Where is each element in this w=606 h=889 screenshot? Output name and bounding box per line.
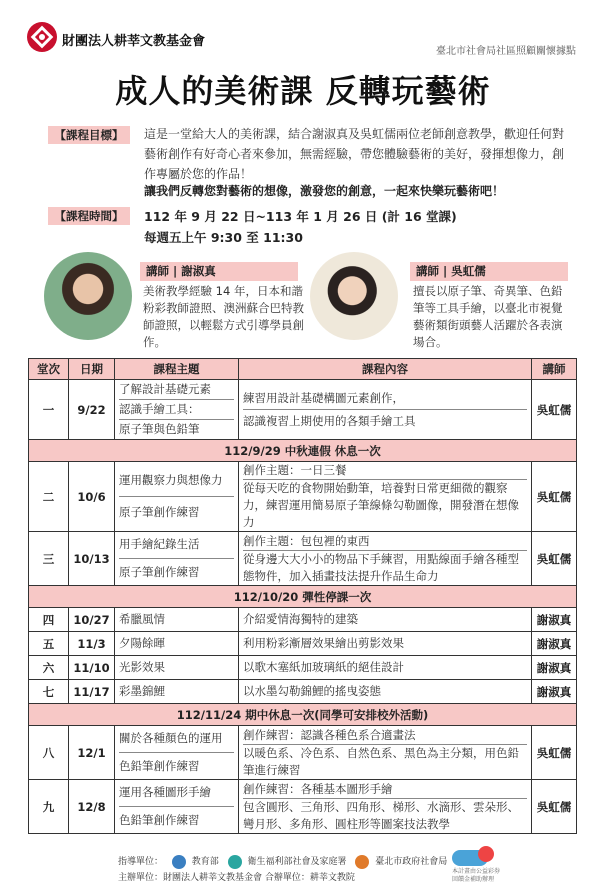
row-topic: 夕陽餘暉 <box>115 632 239 656</box>
topic-line: 原子筆創作練習 <box>119 505 200 519</box>
table-row <box>29 780 577 834</box>
table-break-row <box>29 586 577 608</box>
row-teacher: 謝淑真 <box>532 608 577 632</box>
row-topic <box>115 532 239 586</box>
content-line: 從每天吃的食物開始動筆，培養對日常更細微的觀察力，練習運用簡易原子筆線條勾勒圖像，開發潛在想像力 <box>243 481 519 529</box>
row-no: 七 <box>29 680 69 704</box>
row-no: 一 <box>29 380 69 440</box>
row-date: 11/17 <box>69 680 115 704</box>
content-line: 包含圓形、三角形、四角形、梯形、水滴形、雲朵形、彎月形、多角形、圓柱形等圖案技法教學 <box>243 799 519 831</box>
row-date: 9/22 <box>69 380 115 440</box>
table-row <box>29 632 577 656</box>
ministry-education-logo-icon <box>172 855 186 869</box>
table-row <box>29 608 577 632</box>
agency-name: 衛生福利部社會及家庭署 <box>247 857 347 867</box>
content-line: 從身邊大大小小的物品下手練習，用點線面手繪各種型態物件，加入插畫技法提升作品生命力 <box>243 551 519 583</box>
row-content: 以水墨勾勒錦鯉的搖曳姿態 <box>239 680 532 704</box>
footer-guidance <box>118 854 447 869</box>
content-line: 創作主題：包包裡的東西 <box>243 533 527 551</box>
header-date: 日期 <box>69 359 115 380</box>
time-label: 【課程時間】 <box>48 207 130 225</box>
teacher-photo-2 <box>310 252 398 340</box>
content-line: 以暖色系、冷色系、自然色系、黑色為主分類，用色鉛筆進行練習 <box>243 745 519 777</box>
organization-name: 財團法人耕莘文教基金會 <box>62 34 206 49</box>
goal-text: 這是一堂給大人的美術課，結合謝淑真及吳虹儒兩位老師創意教學，歡迎任何對藝術創作有好奇心者來參加，無需經驗，帶您體驗藝術的美好，發揮想像力，創作專屬於您的作品！ <box>144 127 565 181</box>
row-topic: 希臘風情 <box>115 608 239 632</box>
row-date: 11/10 <box>69 656 115 680</box>
row-date: 10/27 <box>69 608 115 632</box>
topic-line: 運用各種圖形手繪 <box>119 783 234 807</box>
teacher-label-1: 講師 | 謝淑真 <box>140 262 298 281</box>
break-note: 112/9/29 中秋連假 休息一次 <box>29 440 577 462</box>
header-teacher: 講師 <box>532 359 577 380</box>
row-content: 以歌木塞紙加玻璃紙的絕佳設計 <box>239 656 532 680</box>
heart-logo-icon <box>478 846 494 862</box>
topic-line: 運用觀察力與想像力 <box>119 471 234 497</box>
row-teacher: 吳虹儒 <box>532 380 577 440</box>
goal-slogan: 讓我們反轉您對藝術的想像，激發您的創意，一起來快樂玩藝術吧！ <box>144 184 505 198</box>
row-no: 九 <box>29 780 69 834</box>
content-line: 認識複習上期使用的各類手繪工具 <box>243 414 416 428</box>
teacher-desc-2: 擅長以原子筆、奇異筆、色鉛筆等工具手繪，以臺北市視覺藝術類街頭藝人活躍於各表演場合。 <box>413 284 563 349</box>
row-no: 三 <box>29 532 69 586</box>
row-content <box>239 462 532 532</box>
row-content <box>239 780 532 834</box>
topic-line: 原子筆與色鉛筆 <box>119 422 200 436</box>
table-row <box>29 462 577 532</box>
table-row <box>29 656 577 680</box>
topic-line: 關於各種顏色的運用 <box>119 729 234 753</box>
row-teacher: 謝淑真 <box>532 632 577 656</box>
row-content <box>239 726 532 780</box>
table-row <box>29 532 577 586</box>
site-name: 臺北市社會局社區照顧關懷據點 <box>436 46 576 57</box>
time-weekly: 每週五上午 9:30 至 11:30 <box>144 230 303 245</box>
row-no: 八 <box>29 726 69 780</box>
topic-line: 原子筆創作練習 <box>119 565 200 579</box>
row-no: 四 <box>29 608 69 632</box>
table-row <box>29 726 577 780</box>
row-no: 六 <box>29 656 69 680</box>
row-content <box>239 532 532 586</box>
lottery-note <box>452 868 500 884</box>
content-line: 創作主題：一日三餐 <box>243 462 527 480</box>
topic-line: 色鉛筆創作練習 <box>119 759 200 773</box>
header-topic: 課程主題 <box>115 359 239 380</box>
foundation-logo-icon <box>27 22 57 52</box>
ministry-welfare-logo-icon <box>228 855 242 869</box>
row-teacher: 吳虹儒 <box>532 462 577 532</box>
topic-line: 了解設計基礎元素 <box>119 380 234 400</box>
content-line: 創作練習：各種基本圖形手繪 <box>243 781 527 799</box>
row-content: 利用粉彩漸層效果繪出剪影效果 <box>239 632 532 656</box>
row-topic <box>115 462 239 532</box>
lottery-note-line: 本計畫由公益彩券 <box>452 868 501 875</box>
row-teacher: 謝淑真 <box>532 680 577 704</box>
break-note: 112/10/20 彈性停課一次 <box>29 586 577 608</box>
break-note: 112/11/24 期中休息一次(同學可安排校外活動) <box>29 704 577 726</box>
row-topic <box>115 726 239 780</box>
row-date: 12/8 <box>69 780 115 834</box>
table-break-row <box>29 704 577 726</box>
row-topic <box>115 380 239 440</box>
row-topic <box>115 780 239 834</box>
topic-line: 用手繪紀錄生活 <box>119 535 234 559</box>
teacher-photo-1 <box>44 252 132 340</box>
topic-line: 色鉛筆創作練習 <box>119 813 200 827</box>
teacher-label-2: 講師 | 吳虹儒 <box>410 262 568 281</box>
table-header-row <box>29 359 577 380</box>
table-row <box>29 680 577 704</box>
table-break-row <box>29 440 577 462</box>
row-teacher: 吳虹儒 <box>532 726 577 780</box>
row-topic: 彩墨錦鯉 <box>115 680 239 704</box>
agency-name: 臺北市政府社會局 <box>375 857 448 867</box>
footer-organizers: 主辦單位：財團法人耕莘文教基金會 合辦單位：耕莘文教院 <box>118 873 355 883</box>
row-no: 二 <box>29 462 69 532</box>
course-table <box>28 358 577 834</box>
row-date: 12/1 <box>69 726 115 780</box>
row-date: 10/13 <box>69 532 115 586</box>
teacher-desc-1: 美術教學經驗 14 年，日本和諧粉彩教師證照、澳洲蘇合巴特教師證照，以輕鬆方式引導學員創作。 <box>143 284 304 349</box>
content-line: 創作練習：認識各種色系合適畫法 <box>243 727 527 745</box>
agency-name: 教育部 <box>191 857 219 867</box>
footer <box>0 842 606 889</box>
page-title: 成人的美術課 反轉玩藝術 <box>115 72 491 110</box>
goal-label: 【課程目標】 <box>48 126 130 144</box>
guidance-label: 指導單位： <box>118 857 164 867</box>
row-content: 介紹愛情海獨特的建築 <box>239 608 532 632</box>
row-date: 11/3 <box>69 632 115 656</box>
row-teacher: 謝淑真 <box>532 656 577 680</box>
header-content: 課程內容 <box>239 359 532 380</box>
header-no: 堂次 <box>29 359 69 380</box>
row-no: 五 <box>29 632 69 656</box>
topic-line: 認識手繪工具： <box>119 400 234 420</box>
content-line: 練習用設計基礎構圖元素創作， <box>243 387 527 410</box>
row-content <box>239 380 532 440</box>
taipei-social-welfare-logo-icon <box>355 855 369 869</box>
table-row <box>29 380 577 440</box>
lottery-note-line: 回饋金補助辦理 <box>452 876 495 883</box>
row-teacher: 吳虹儒 <box>532 532 577 586</box>
row-topic: 光影效果 <box>115 656 239 680</box>
time-period: 112 年 9 月 22 日~113 年 1 月 26 日 (計 16 堂課) <box>144 209 457 224</box>
row-date: 10/6 <box>69 462 115 532</box>
header <box>0 0 606 64</box>
row-teacher: 吳虹儒 <box>532 780 577 834</box>
